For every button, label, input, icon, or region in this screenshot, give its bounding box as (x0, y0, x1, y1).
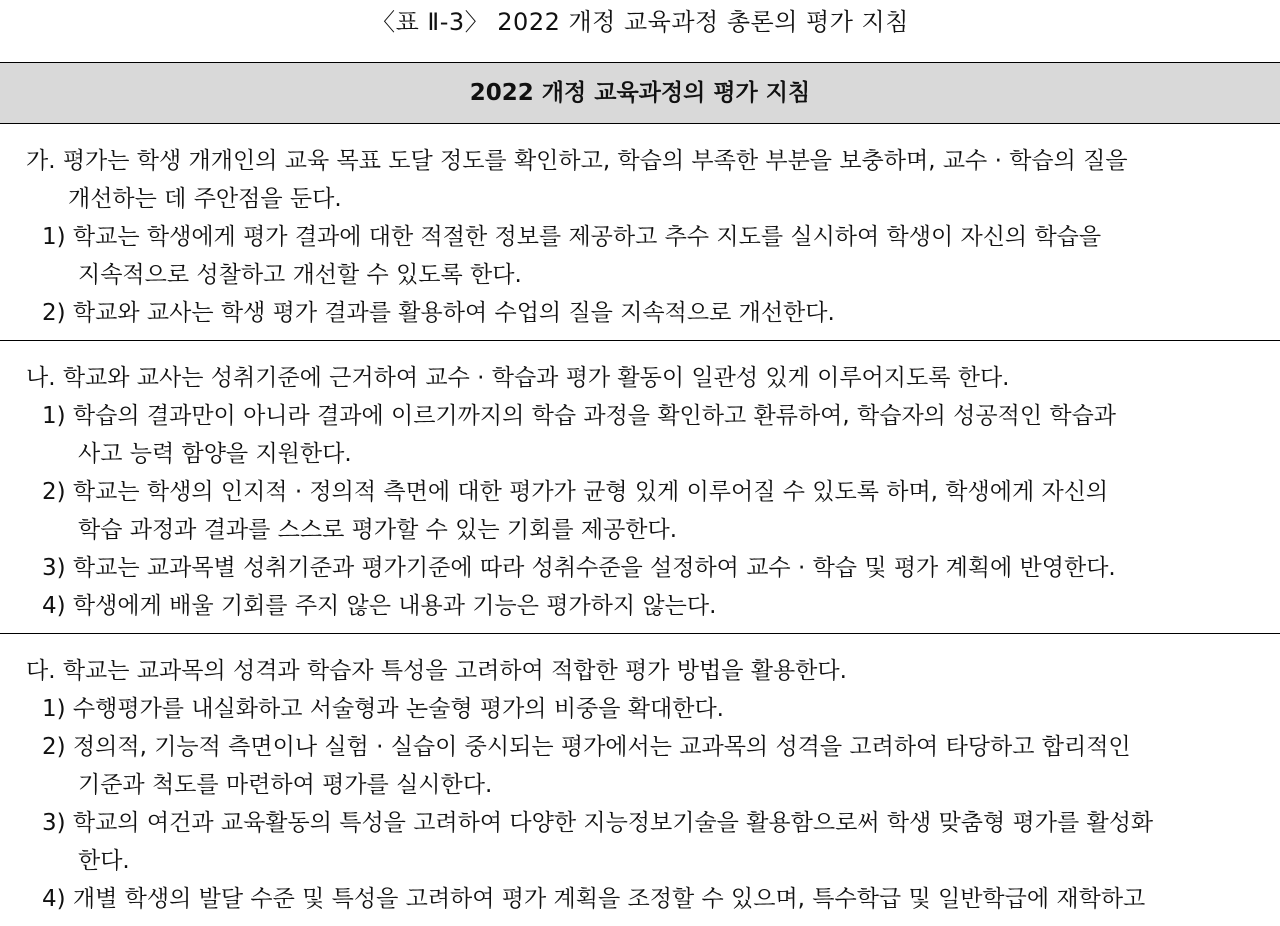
section-ga-item-2: 2) 학교와 교사는 학생 평가 결과를 활용하여 수업의 질을 지속적으로 개선한다. (42, 300, 835, 326)
section-na-item-1: 1) 학습의 결과만이 아니라 결과에 이르기까지의 학습 과정을 확인하고 환류하여, 학습자의 성공적인 학습과 (42, 403, 1117, 429)
section-na-item-4: 4) 학생에게 배울 기회를 주지 않은 내용과 기능은 평가하지 않는다. (42, 593, 717, 619)
section-na (0, 341, 1280, 634)
section-na-item-3: 3) 학교는 교과목별 성취기준과 평가기준에 따라 성취수준을 설정하여 교수 · 학습 및 평가 계획에 반영한다. (42, 555, 1116, 581)
section-da-item-2: 2) 정의적, 기능적 측면이나 실험 · 실습이 중시되는 평가에서는 교과목의 성격을 고려하여 타당하고 합리적인 (42, 734, 1131, 760)
section-ga-item-1: 1) 학교는 학생에게 평가 결과에 대한 적절한 정보를 제공하고 추수 지도를 실시하여 학생이 자신의 학습을 (42, 224, 1102, 250)
section-ga-item-1-cont: 지속적으로 성찰하고 개선할 수 있도록 한다. (78, 262, 522, 288)
section-na-heading: 나. 학교와 교사는 성취기준에 근거하여 교수 · 학습과 평가 활동이 일관성 있게 이루어지도록 한다. (26, 365, 1010, 391)
section-ga-heading-cont: 개선하는 데 주안점을 둔다. (68, 186, 342, 212)
guideline-table (0, 62, 1280, 926)
section-ga (0, 124, 1280, 341)
section-da-heading: 다. 학교는 교과목의 성격과 학습자 특성을 고려하여 적합한 평가 방법을 활용한다. (26, 658, 847, 684)
section-na-item-2-cont: 학습 과정과 결과를 스스로 평가할 수 있는 기회를 제공한다. (78, 517, 678, 543)
table-caption: 〈표 Ⅱ-3〉 2022 개정 교육과정 총론의 평가 지침 (371, 8, 909, 36)
section-na-item-2: 2) 학교는 학생의 인지적 · 정의적 측면에 대한 평가가 균형 있게 이루어질 수 있도록 하며, 학생에게 자신의 (42, 479, 1109, 505)
table-header: 2022 개정 교육과정의 평가 지침 (0, 62, 1280, 124)
section-da-item-4: 4) 개별 학생의 발달 수준 및 특성을 고려하여 평가 계획을 조정할 수 있으며, 특수학급 및 일반학급에 재학하고 (42, 886, 1146, 912)
section-ga-heading: 가. 평가는 학생 개개인의 교육 목표 도달 정도를 확인하고, 학습의 부족한 부분을 보충하며, 교수 · 학습의 질을 (26, 148, 1128, 174)
section-na-item-1-cont: 사고 능력 함양을 지원한다. (78, 441, 352, 467)
section-da-item-3-cont: 한다. (78, 848, 130, 874)
section-da-item-2-cont: 기준과 척도를 마련하여 평가를 실시한다. (78, 772, 493, 798)
section-da-item-1: 1) 수행평가를 내실화하고 서술형과 논술형 평가의 비중을 확대한다. (42, 696, 724, 722)
section-da (0, 634, 1280, 926)
section-da-item-3: 3) 학교의 여건과 교육활동의 특성을 고려하여 다양한 지능정보기술을 활용함으로써 학생 맞춤형 평가를 활성화 (42, 810, 1154, 836)
